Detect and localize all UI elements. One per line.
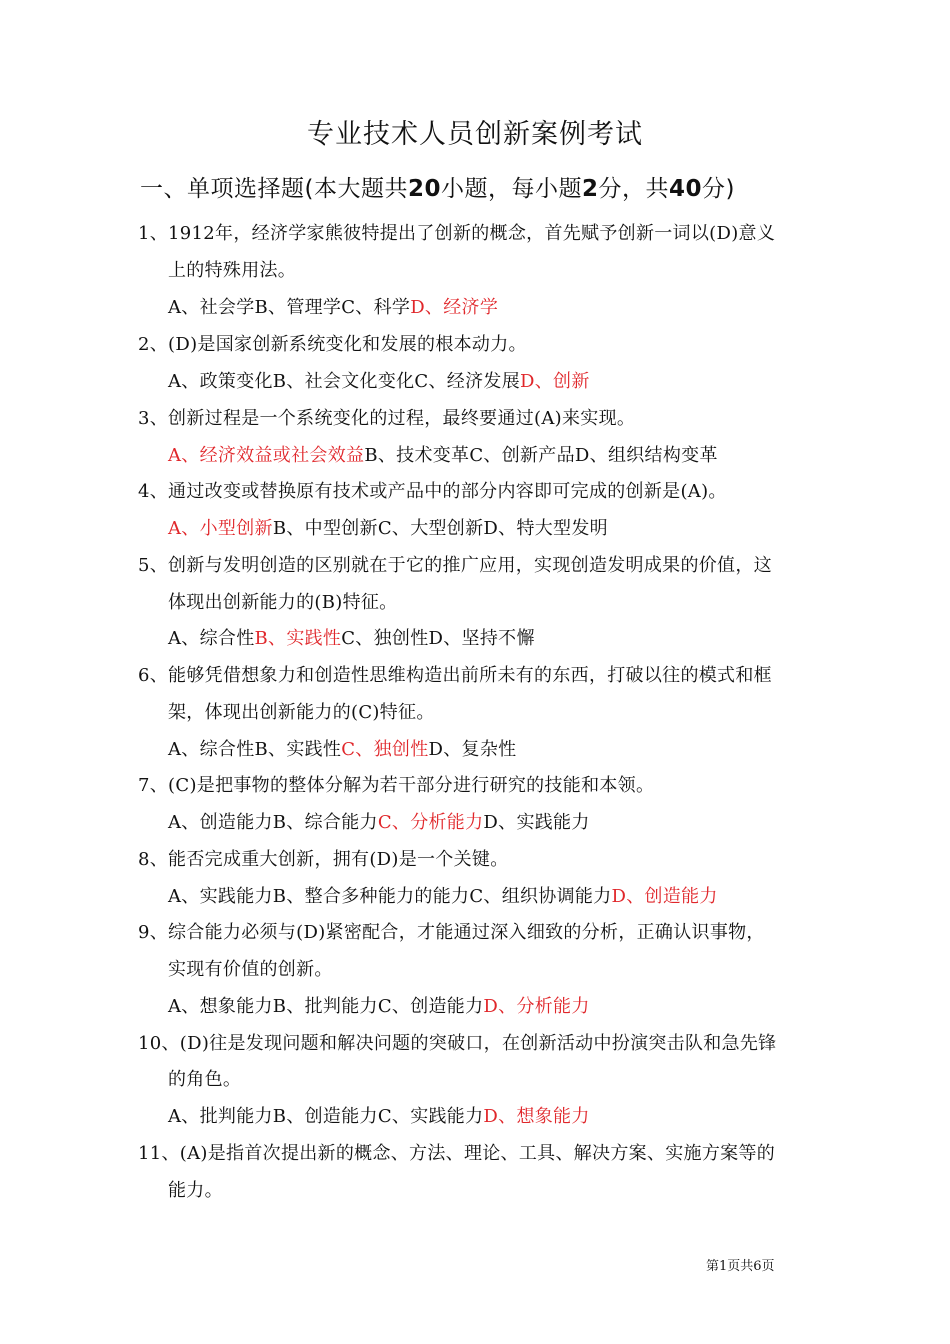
question-10: 10、(D)往是发现问题和解决问题的突破口，在创新活动中扮演突击队和急先锋 bbox=[138, 1033, 777, 1054]
question-5-cont: 体现出创新能力的(B)特征。 bbox=[168, 592, 398, 613]
question-5: 5、创新与发明创造的区别就在于它的推广应用，实现创造发明成果的价值，这 bbox=[138, 555, 772, 576]
question-6-cont: 架，体现出创新能力的(C)特征。 bbox=[168, 702, 435, 723]
question-1: 1、1912年，经济学家熊彼特提出了创新的概念，首先赋予创新一词以(D)意义 bbox=[138, 223, 776, 244]
page-number: 第1页共6页 bbox=[706, 1259, 775, 1274]
question-6: 6、能够凭借想象力和创造性思维构造出前所未有的东西，打破以往的模式和框 bbox=[138, 665, 772, 686]
question-10-options: A、批判能力B、创造能力C、实践能力D、想象能力 bbox=[168, 1106, 590, 1127]
question-11: 11、(A)是指首次提出新的概念、方法、理论、工具、解决方案、实施方案等的 bbox=[138, 1143, 776, 1164]
question-2: 2、(D)是国家创新系统变化和发展的根本动力。 bbox=[138, 334, 527, 355]
question-8: 8、能否完成重大创新，拥有(D)是一个关键。 bbox=[138, 849, 509, 870]
question-9-options: A、想象能力B、批判能力C、创造能力D、分析能力 bbox=[168, 996, 590, 1017]
question-4: 4、通过改变或替换原有技术或产品中的部分内容即可完成的创新是(A)。 bbox=[138, 481, 727, 502]
page-title: 专业技术人员创新案例考试 bbox=[307, 119, 643, 150]
question-10-cont: 的角色。 bbox=[168, 1069, 242, 1090]
question-8-options: A、实践能力B、整合多种能力的能力C、组织协调能力D、创造能力 bbox=[168, 886, 718, 907]
question-1-cont: 上的特殊用法。 bbox=[168, 260, 297, 281]
question-7-options: A、创造能力B、综合能力C、分析能力D、实践能力 bbox=[168, 812, 590, 833]
question-9-cont: 实现有价值的创新。 bbox=[168, 959, 333, 980]
question-1-options: A、社会学B、管理学C、科学D、经济学 bbox=[168, 297, 499, 318]
question-3: 3、创新过程是一个系统变化的过程，最终要通过(A)来实现。 bbox=[138, 408, 636, 429]
question-7: 7、(C)是把事物的整体分解为若干部分进行研究的技能和本领。 bbox=[138, 775, 655, 796]
question-5-options: A、综合性B、实践性C、独创性D、坚持不懈 bbox=[168, 628, 535, 649]
question-11-cont: 能力。 bbox=[168, 1180, 223, 1201]
question-4-options: A、小型创新B、中型创新C、大型创新D、特大型发明 bbox=[168, 518, 608, 539]
question-9: 9、综合能力必须与(D)紧密配合，才能通过深入细致的分析，正确认识事物， bbox=[138, 922, 765, 943]
question-3-options: A、经济效益或社会效益B、技术变革C、创新产品D、组织结构变革 bbox=[168, 445, 718, 466]
question-2-options: A、政策变化B、社会文化变化C、经济发展D、创新 bbox=[168, 371, 590, 392]
question-6-options: A、综合性B、实践性C、独创性D、复杂性 bbox=[168, 739, 517, 760]
section-heading: 一、单项选择题(本大题共20小题，每小题2分，共40分) bbox=[140, 176, 736, 202]
